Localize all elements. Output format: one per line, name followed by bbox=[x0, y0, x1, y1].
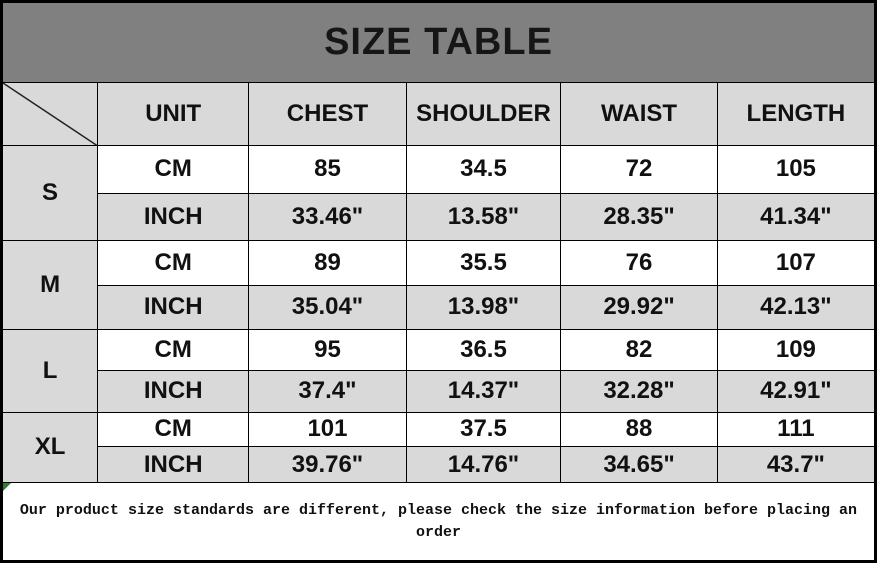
table-row bbox=[2, 241, 876, 285]
value-cell: 35.5 bbox=[406, 241, 561, 285]
corner-diagonal-cell bbox=[2, 82, 98, 146]
value-cell: 41.34" bbox=[717, 193, 875, 240]
value-cell: 37.5 bbox=[406, 412, 561, 446]
size-label-xl: XL bbox=[2, 412, 98, 483]
unit-label-cm: CM bbox=[98, 329, 249, 370]
table-row bbox=[2, 193, 876, 240]
diagonal-line-icon bbox=[3, 83, 97, 146]
table-row bbox=[2, 285, 876, 329]
table-row bbox=[2, 412, 876, 446]
value-cell: 85 bbox=[249, 146, 406, 193]
value-cell: 13.58" bbox=[406, 193, 561, 240]
value-cell: 105 bbox=[717, 146, 875, 193]
table-row bbox=[2, 446, 876, 482]
value-cell: 32.28" bbox=[561, 371, 717, 412]
table-row bbox=[2, 371, 876, 412]
value-cell: 76 bbox=[561, 241, 717, 285]
value-cell: 13.98" bbox=[406, 285, 561, 329]
unit-label-cm: CM bbox=[98, 241, 249, 285]
footer-note-text: Our product size standards are different, please check the size information before placing an order bbox=[19, 501, 858, 541]
column-header-row bbox=[2, 82, 876, 146]
col-header-unit: UNIT bbox=[98, 82, 249, 146]
unit-label-inch: INCH bbox=[98, 193, 249, 240]
footer-note-cell bbox=[2, 483, 876, 562]
value-cell: 89 bbox=[249, 241, 406, 285]
value-cell: 95 bbox=[249, 329, 406, 370]
value-cell: 29.92" bbox=[561, 285, 717, 329]
value-cell: 42.13" bbox=[717, 285, 875, 329]
value-cell: 107 bbox=[717, 241, 875, 285]
value-cell: 43.7" bbox=[717, 446, 875, 482]
value-cell: 33.46" bbox=[249, 193, 406, 240]
size-label-l: L bbox=[2, 329, 98, 412]
value-cell: 14.37" bbox=[406, 371, 561, 412]
unit-label-cm: CM bbox=[98, 412, 249, 446]
value-cell: 109 bbox=[717, 329, 875, 370]
footer-row bbox=[2, 483, 876, 562]
value-cell: 35.04" bbox=[249, 285, 406, 329]
unit-label-cm: CM bbox=[98, 146, 249, 193]
unit-label-inch: INCH bbox=[98, 285, 249, 329]
value-cell: 34.5 bbox=[406, 146, 561, 193]
value-cell: 101 bbox=[249, 412, 406, 446]
value-cell: 42.91" bbox=[717, 371, 875, 412]
value-cell: 34.65" bbox=[561, 446, 717, 482]
col-header-chest: CHEST bbox=[249, 82, 406, 146]
value-cell: 88 bbox=[561, 412, 717, 446]
value-cell: 111 bbox=[717, 412, 875, 446]
col-header-waist: WAIST bbox=[561, 82, 717, 146]
value-cell: 36.5 bbox=[406, 329, 561, 370]
comment-marker-icon bbox=[3, 483, 11, 491]
value-cell: 72 bbox=[561, 146, 717, 193]
value-cell: 82 bbox=[561, 329, 717, 370]
unit-label-inch: INCH bbox=[98, 371, 249, 412]
size-label-m: M bbox=[2, 241, 98, 330]
col-header-shoulder: SHOULDER bbox=[406, 82, 561, 146]
value-cell: 14.76" bbox=[406, 446, 561, 482]
value-cell: 39.76" bbox=[249, 446, 406, 482]
table-row bbox=[2, 329, 876, 370]
size-label-s: S bbox=[2, 146, 98, 241]
unit-label-inch: INCH bbox=[98, 446, 249, 482]
page-title: SIZE TABLE bbox=[2, 2, 876, 83]
col-header-length: LENGTH bbox=[717, 82, 875, 146]
value-cell: 37.4" bbox=[249, 371, 406, 412]
value-cell: 28.35" bbox=[561, 193, 717, 240]
title-row bbox=[2, 2, 876, 83]
table-row bbox=[2, 146, 876, 193]
